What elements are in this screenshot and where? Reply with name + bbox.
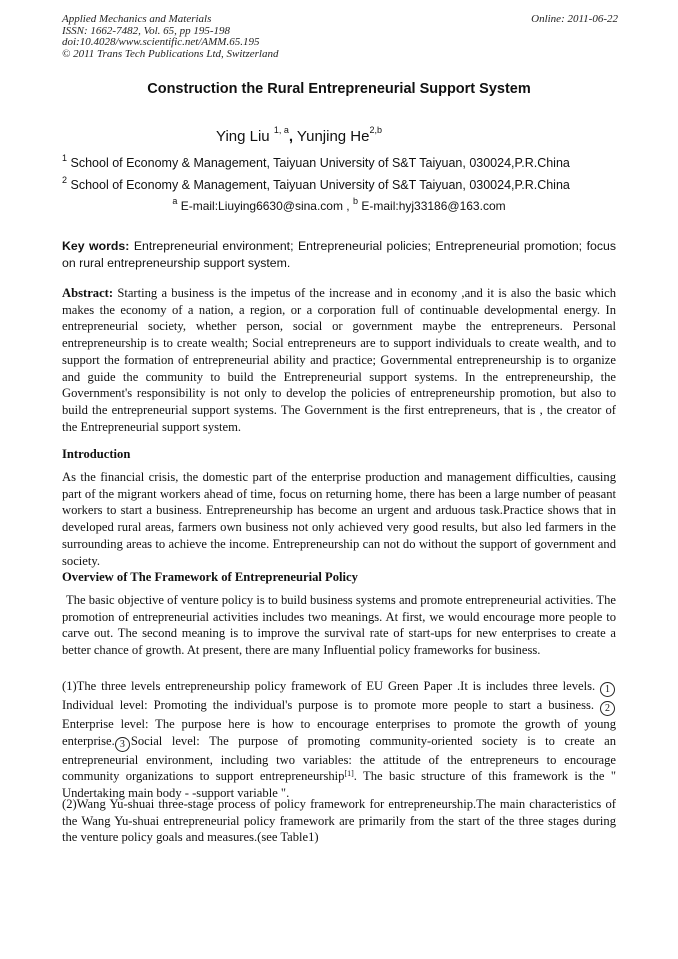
p2-enterprise-level: Enterprise level: The purpose here is how to encourage enterprises to promote the growth of young enterprise. (62, 717, 616, 748)
introduction-text: As the financial crisis, the domestic part of the enterprise production and management difficulties, causing part of the migrant workers ahead of time, focus on returning home, there has been a large number of peasant workers to start a business. Entrepreneurship has become an urgent and arduous task.Practice shows that in developed rural areas, farmers own business not only achieved very good results, but also led farmers in the surrounding areas to achieve the income. Entrepreneurship can not do without the support of government and society. (62, 470, 616, 568)
keywords (62, 238, 616, 272)
overview-paragraph-3: (2)Wang Yu-shuai three-stage process of policy framework for entrepreneurship.The main characteristics of the Wang Yu-shuai entrepreneurial policy framework are primarily from the start of the three stages during the venture policy goals and measures.(see Table1) (62, 797, 616, 845)
email-a-sup: a (172, 196, 178, 206)
overview-paragraph-1: The basic objective of venture policy is to build business systems and promote entrepreneurial activities. The promotion of entrepreneurial activities includes two meanings. At first, we would encourage more people to carve out. The second meaning is to improve the survival rate of start-ups for new enterprises to create a better chance of growth. At present, there are many Influential policy frameworks for business. (62, 593, 616, 658)
journal-header (62, 14, 618, 60)
copyright-line: © 2011 Trans Tech Publications Ltd, Switzerland (62, 47, 279, 60)
circled-number-3: 3 (115, 737, 130, 752)
affiliation-2 (62, 175, 622, 192)
affiliation-1 (62, 153, 622, 170)
affiliation-2-text: School of Economy & Management, Taiyuan University of S&T Taiyuan, 030024,P.R.China (70, 178, 570, 192)
overview-paragraph-2 (62, 678, 616, 802)
abstract (62, 285, 616, 435)
p2-social-level: Social level: The purpose of promoting community-oriented society is to create an entrepreneurial environment, including two variables: the attitude of the entrepreneurs to encourage community organizations to support entrepreneurship (62, 733, 616, 784)
doi-line: doi:10.4028/www.scientific.net/AMM.65.195 (62, 36, 260, 48)
author-2-name: Yunjing He (296, 128, 370, 145)
overview-heading: Overview of The Framework of Entrepreneurial Policy (62, 570, 358, 584)
circled-number-1: 1 (600, 682, 615, 697)
issn-line: ISSN: 1662-7482, Vol. 65, pp 195-198 (62, 24, 231, 37)
affiliation-1-sup: 1 (62, 153, 68, 163)
author-1-name: Ying Liu (216, 128, 270, 145)
author-1-sup: 1, a (273, 125, 289, 135)
keywords-text: Entrepreneurial environment; Entrepreneurial policies; Entrepreneurial promotion; focus on rural entrepreneurship support system. (62, 239, 616, 270)
circled-number-2: 2 (600, 701, 615, 716)
email-b-sup: b (353, 196, 359, 206)
abstract-label: Abstract: (62, 286, 114, 300)
email-b: E-mail:hyj33186@163.com (361, 199, 506, 213)
author-2-sup: 2,b (369, 125, 382, 135)
paper-title: Construction the Rural Entrepreneurial Support System (147, 81, 531, 97)
p2-individual-level: Individual level: Promoting the individual's purpose is to promote more people to start a business. (62, 698, 595, 712)
affiliation-2-sup: 2 (62, 175, 68, 185)
journal-name: Applied Mechanics and Materials (62, 13, 212, 25)
paper-page: Applied Mechanics and Materials ISSN: 1662-7482, Vol. 65, pp 195-198 doi:10.4028/www.scientific.net/AMM.65.195 © 2011 Trans Tech Publications Ltd, Switzerland Online: 2011-06-22 Construction the Rural Entrepreneurial Support System Ying Liu $^{1, a}$, Yunjing He$^{2,b}$ $^1$ School of Economy & Management, Taiyuan University of S&T Taiyuan, 030024,P.R.China $^2$ School of Economy & Management, Taiyuan University of S&T Taiyuan, 030024,P.R.China $^a$ E-mail:Liuying6630@sina.com , $^b$ E-mail:hyj33186@163.com Key words: Entrepreneurial environment; Entrepreneurial policies; Entrepreneurial promotion; focus on rural entrepreneurship support system. Abstract: Starting a business is the impetus of the increase and in economy ,and it is also the basic which makes the economy of a nation, a region, or a corporation full of continuable developmental energy. In entrepreneurial society, whether person, social or government maybe the entrepreneurs. Personal entrepreneurship is to create wealth; Social entrepreneurs are to support individuals to create wealth, and to support the formation of entrepreneurial ability and practice; Governmental entrepreneurship is to organize and guide the community to build the Entrepreneurial support systems. In the entrepreneurship, the Government's responsibility is not only to develop the policies of entrepreneurship promotion, but also to build the entrepreneurial support systems. The Government is the first entrepreneurs, that is , the creator of the Entrepreneurial support system. Introduction As the financial crisis, the domestic part of the enterprise production and management difficulties, causing part of the migrant workers ahead of time, focus on returning home, there has been a large number of peasant workers to start a business. Entrepreneurship has become an urgent and arduous task.Practice shows that in developed rural areas, farmers own business not only achieved very good results, but also led farmers in the surrounding areas to achieve the income. Entrepreneurship can not do without the support of government and society. Overview of The Framework of Entrepreneurial Policy The basic objective of venture policy is to build business systems and promote entrepreneurial activities. The promotion of entrepreneurial activities includes two meanings. At first, we would encourage more people to carve out. The second meaning is to improve the survival rate of start-ups for new enterprises to create a better chance of growth. At present, there are many Influential policy frameworks for business. (1)The three levels entrepreneurship policy framework of EU Green Paper .It is includes three levels. 1Individual level: Promoting the individual's purpose is to promote more people to start a business. 2Enterprise level: The purpose here is how to encourage enterprises to promote the growth of young enterprise. 3 Social level: The purpose of promoting community-oriented society is to create an entrepreneurial environment, including two variables: the attitude of the entrepreneurs to encourage community organizations to support entrepreneurship[1]. The basic structure of this framework is the " Undertaking main body - -support variable ". (2)Wang Yu-shuai three-stage process of policy framework for entrepreneurship.The main characteristics of the Wang Yu-shuai entrepreneurial policy framework are primarily from the start of the three stages during the venture policy goals and measures.(see Table1) (0, 0, 678, 959)
abstract-text: Starting a business is the impetus of the increase and in economy ,and it is also the basic which makes the economy of a nation, a region, or a corporation full of continuable developmental energy. In entrepreneurial society, whether person, social or government maybe the entrepreneurs. Personal entrepreneurship is to create wealth; Social entrepreneurs are to support individuals to create wealth, and to support the formation of entrepreneurial ability and practice; Governmental entrepreneurship is to organize and guide the community to build the Entrepreneurial support systems. In the entrepreneurship, the Government's responsibility is not only to develop the policies of entrepreneurship promotion, but also to build the entrepreneurial support systems. The Government is the first entrepreneurs, that is , the creator of the Entrepreneurial support system. (62, 286, 617, 434)
email-a: E-mail:Liuying6630@sina.com , (180, 199, 350, 213)
online-date: Online: 2011-06-22 (531, 13, 618, 25)
keywords-label: Key words: (62, 239, 130, 253)
p2-intro: (1)The three levels entrepreneurship policy framework of EU Green Paper .It is includes three levels. (62, 679, 596, 693)
citation-ref: [1] (344, 769, 354, 779)
introduction-heading: Introduction (62, 447, 131, 461)
p2-structure: . The basic structure of this framework is the " Undertaking main body - -support variable ". (62, 769, 616, 801)
email-line (62, 196, 616, 213)
affiliation-1-text: School of Economy & Management, Taiyuan University of S&T Taiyuan, 030024,P.R.China (70, 156, 570, 170)
